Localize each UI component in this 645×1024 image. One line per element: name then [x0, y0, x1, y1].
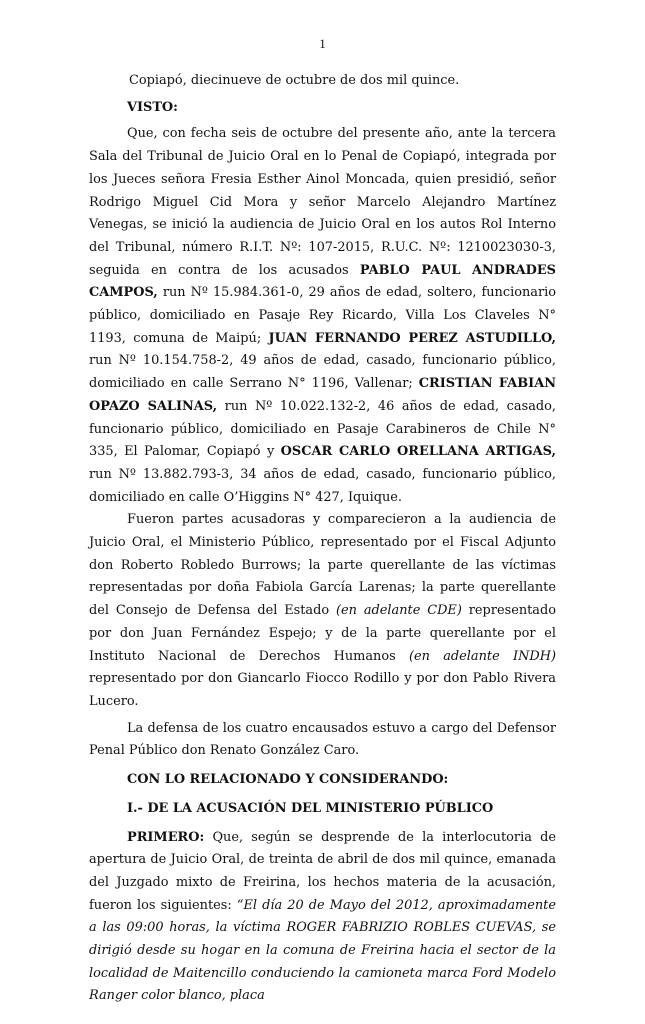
page-number: 1 [319, 36, 326, 51]
paragraph-text: Que, con fecha seis de octubre del presente año, ante la tercera Sala del Tribunal de Juicio Oral en lo Penal de Copiapó, integrada por los Jueces señora Fresia Esther Ainol Moncada, quien presidió, señor Rodrigo Miguel Cid Mora y señor Marcelo Alejandro Martínez Venegas, se inició la audiencia de Juicio Oral en los autos Rol Interno del Tribunal, número R.I.T. Nº: 107-2015, R.U.C. Nº: 1210023030-3, seguida en contra de los acusados [89, 126, 556, 278]
paragraph-text: run Nº 13.882.793-3, 34 años de edad, casado, funcionario público, domiciliado en calle O’Higgins N° 427, Iquique. [89, 466, 556, 505]
paragraph-primero [89, 827, 556, 1009]
paragraph-parties [89, 509, 556, 713]
paragraph-text: representado por don Giancarlo Fiocco Rodillo y por don Pablo Rivera Lucero. [89, 671, 556, 709]
paragraph-text: run Nº 15.984.361-0, 29 años de edad, soltero, funcionario público, domiciliado en Pasaje Rey Ricardo, Villa Los Claveles N° 1193, comuna de Maipú; [89, 285, 556, 346]
quoted-facts: “El día 20 de Mayo del 2012, aproximadamente a las 09:00 horas, la víctima ROGER FABRIZIO ROBLES CUEVAS, se dirigió desde su hogar en la comuna de Freirina hacia el sector de la localidad de Maitencillo conduciendo la camioneta marca Ford Modelo Ranger color blanco, placa [89, 897, 556, 1004]
paragraph-text: Que, según se desprende de la interlocutoria de apertura de Juicio Oral, de treinta de abril de dos mil quince, emanada del Juzgado mixto de Freirina, los hechos materia de la acusación, fueron los siguientes: [89, 829, 556, 913]
defendant-name: CRISTIAN FABIAN OPAZO SALINAS, [89, 376, 556, 414]
paragraph-text: run Nº 10.154.758-2, 49 años de edad, casado, funcionario público, domiciliado en calle Serrano N° 1196, Vallenar; [89, 353, 556, 392]
paragraph-text: representado por don Juan Fernández Espejo; y de la parte querellante por el Instituto Nacional de Derechos Humanos [89, 603, 557, 664]
italic-note: (en adelante CDE) [336, 603, 462, 619]
italic-note: (en adelante INDH) [409, 648, 556, 664]
heading-considerando: CON LO RELACIONADO Y CONSIDERANDO: [127, 772, 449, 788]
heading-acusacion: I.- DE LA ACUSACIÓN DEL MINISTERIO PÚBLICO [127, 800, 494, 816]
paragraph-text: run Nº 10.022.132-2, 46 años de edad, casado, funcionario público, domiciliado en Pasaje Carabineros de Chile N° 335, El Palomar, Copiapó y [89, 398, 557, 460]
defendant-name: OSCAR CARLO ORELLANA ARTIGAS, [280, 444, 556, 460]
heading-visto: VISTO: [127, 99, 178, 115]
defendant-name: JUAN FERNANDO PEREZ ASTUDILLO, [268, 330, 557, 346]
paragraph-hearing [89, 123, 556, 509]
paragraph-text: Fueron partes acusadoras y comparecieron a la audiencia de Juicio Oral, el Ministerio Público, representado por el Fiscal Adjunto don Roberto Robledo Burrows; la parte querellante de las víctimas representadas por doña Fabiola García Larenas; la parte querellante del Consejo de Defensa del Estado [89, 512, 556, 619]
paragraph-defense: La defensa de los cuatro encausados estuvo a cargo del Defensor Penal Público don Renato González Caro. [89, 720, 556, 759]
section-lead: PRIMERO: [127, 829, 205, 845]
document-body [89, 70, 556, 1008]
date-line: Copiapó, diecinueve de octubre de dos mil quince. [129, 73, 460, 88]
defendant-name: PABLO PAUL ANDRADES CAMPOS, [89, 262, 556, 301]
